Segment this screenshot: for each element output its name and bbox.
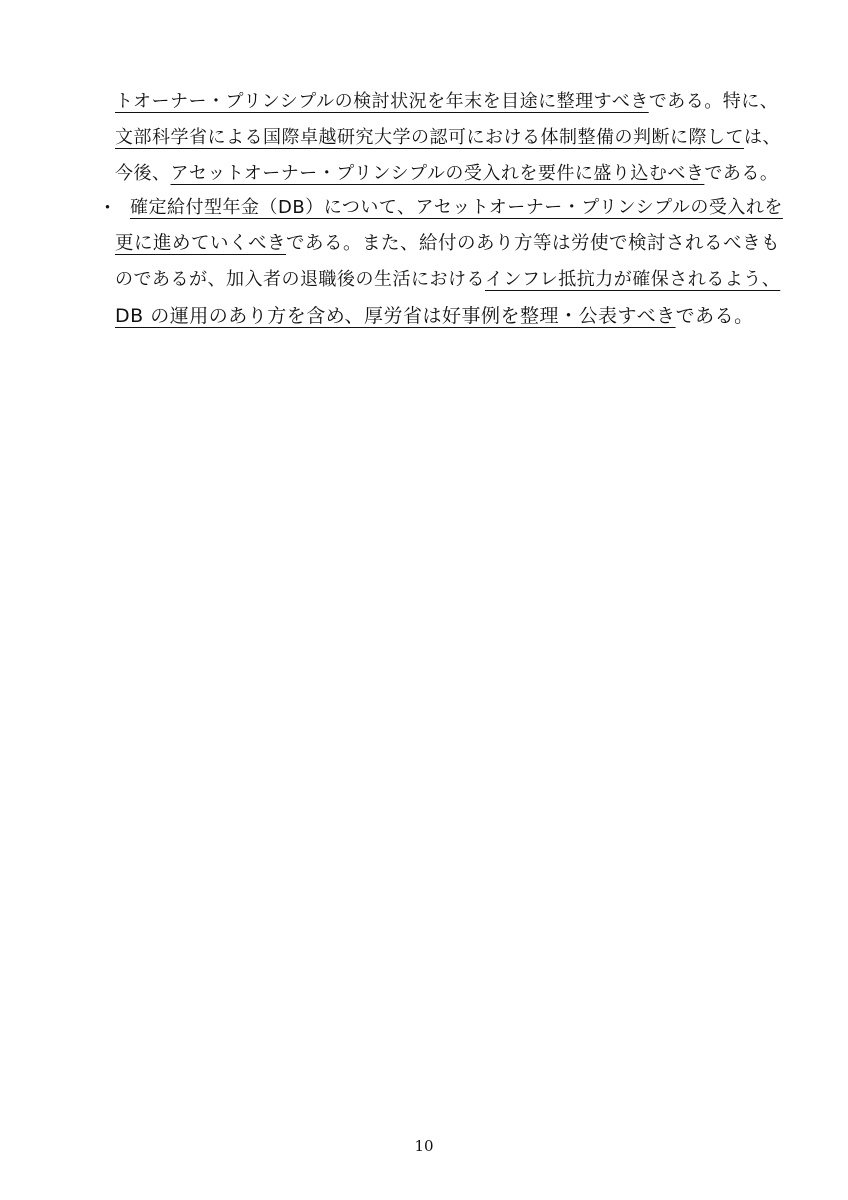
- plain-text: のであるが、加入者の退職後の生活における: [115, 269, 485, 290]
- underlined-text: インフレ抵抗力が確保されるよう、: [485, 269, 781, 290]
- plain-text: 今後、: [115, 163, 171, 184]
- underlined-text: DB の運用のあり方を含め、厚労省は好事例を整理・公表すべき: [115, 305, 676, 327]
- plain-text: である。: [675, 305, 754, 327]
- text-line: [115, 120, 795, 156]
- text-line: [130, 190, 795, 226]
- text-line: [115, 156, 795, 192]
- plain-text: は、: [744, 127, 781, 148]
- text-line: [115, 298, 795, 334]
- underlined-text: 更に進めていくべき: [115, 233, 287, 254]
- plain-text: である。: [704, 163, 779, 184]
- bullet-marker: ・: [98, 197, 118, 219]
- page-number: 10: [414, 1137, 434, 1155]
- text-line: [115, 262, 795, 298]
- underlined-text: 文部科学省による国際卓越研究大学の認可における体制整備の判断に際して: [115, 127, 744, 148]
- text-line: [115, 84, 795, 120]
- underlined-text: アセットオーナー・プリンシプルの受入れを要件に盛り込むべき: [170, 163, 705, 184]
- text-line: [115, 226, 795, 262]
- underlined-text: 確定給付型年金（DB）について、アセットオーナー・プリンシプルの受入れを: [130, 197, 783, 218]
- paragraph-db-pension: [115, 190, 795, 334]
- underlined-text: トオーナー・プリンシプルの検討状況を年末を目途に整理すべき: [115, 91, 649, 112]
- plain-text: である。また、給付のあり方等は労使で検討されるべきも: [286, 233, 781, 254]
- paragraph-continuation: [115, 84, 795, 192]
- plain-text: である。特に、: [648, 91, 779, 112]
